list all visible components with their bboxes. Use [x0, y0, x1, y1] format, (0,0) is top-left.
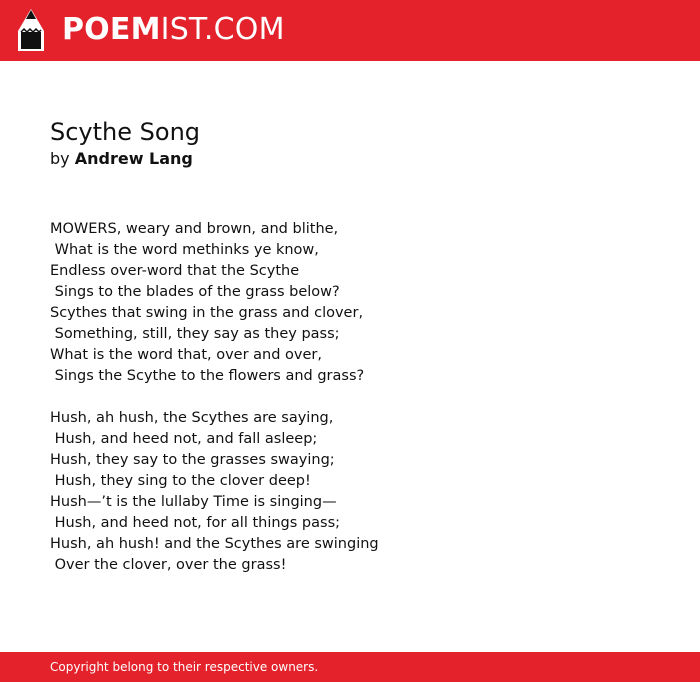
poem-line: Over the clover, over the grass!: [50, 557, 287, 573]
poem-line: Hush, ah hush, the Scythes are saying,: [50, 410, 334, 426]
brand-light: IST.COM: [160, 12, 285, 47]
poem-line: What is the word that, over and over,: [50, 347, 322, 363]
stanza-2: [50, 408, 379, 576]
poem-body: [50, 219, 379, 597]
poem-line: Something, still, they say as they pass;: [50, 326, 340, 342]
byline: [50, 148, 193, 170]
site-logo-text[interactable]: [62, 12, 285, 48]
poem-line: MOWERS, weary and brown, and blithe,: [50, 221, 339, 237]
poem-line: Hush—’t is the lullaby Time is singing—: [50, 494, 337, 510]
poem-line: Hush, they sing to the clover deep!: [50, 473, 311, 489]
poem-line: Hush, and heed not, for all things pass;: [50, 515, 341, 531]
stanza-1: [50, 219, 379, 387]
pencil-tip-icon[interactable]: [18, 9, 44, 51]
poem-line: Hush, ah hush! and the Scythes are swinging: [50, 536, 379, 552]
poem-title: Scythe Song: [50, 118, 201, 146]
copyright-text: Copyright belong to their respective owners.: [50, 660, 319, 674]
poem-line: Hush, they say to the grasses swaying;: [50, 452, 335, 468]
site-footer: [0, 652, 700, 682]
brand-bold: POEM: [62, 12, 161, 47]
author-name: Andrew Lang: [74, 149, 193, 168]
poem-line: Hush, and heed not, and fall asleep;: [50, 431, 318, 447]
poem-line: Sings to the blades of the grass below?: [50, 284, 340, 300]
site-header: [0, 0, 700, 61]
poem-line: What is the word methinks ye know,: [50, 242, 319, 258]
poem-line: Sings the Scythe to the flowers and grass?: [50, 368, 365, 384]
poem-line: Endless over-word that the Scythe: [50, 263, 300, 279]
by-label: by: [50, 149, 70, 168]
poem-line: Scythes that swing in the grass and clover,: [50, 305, 364, 321]
